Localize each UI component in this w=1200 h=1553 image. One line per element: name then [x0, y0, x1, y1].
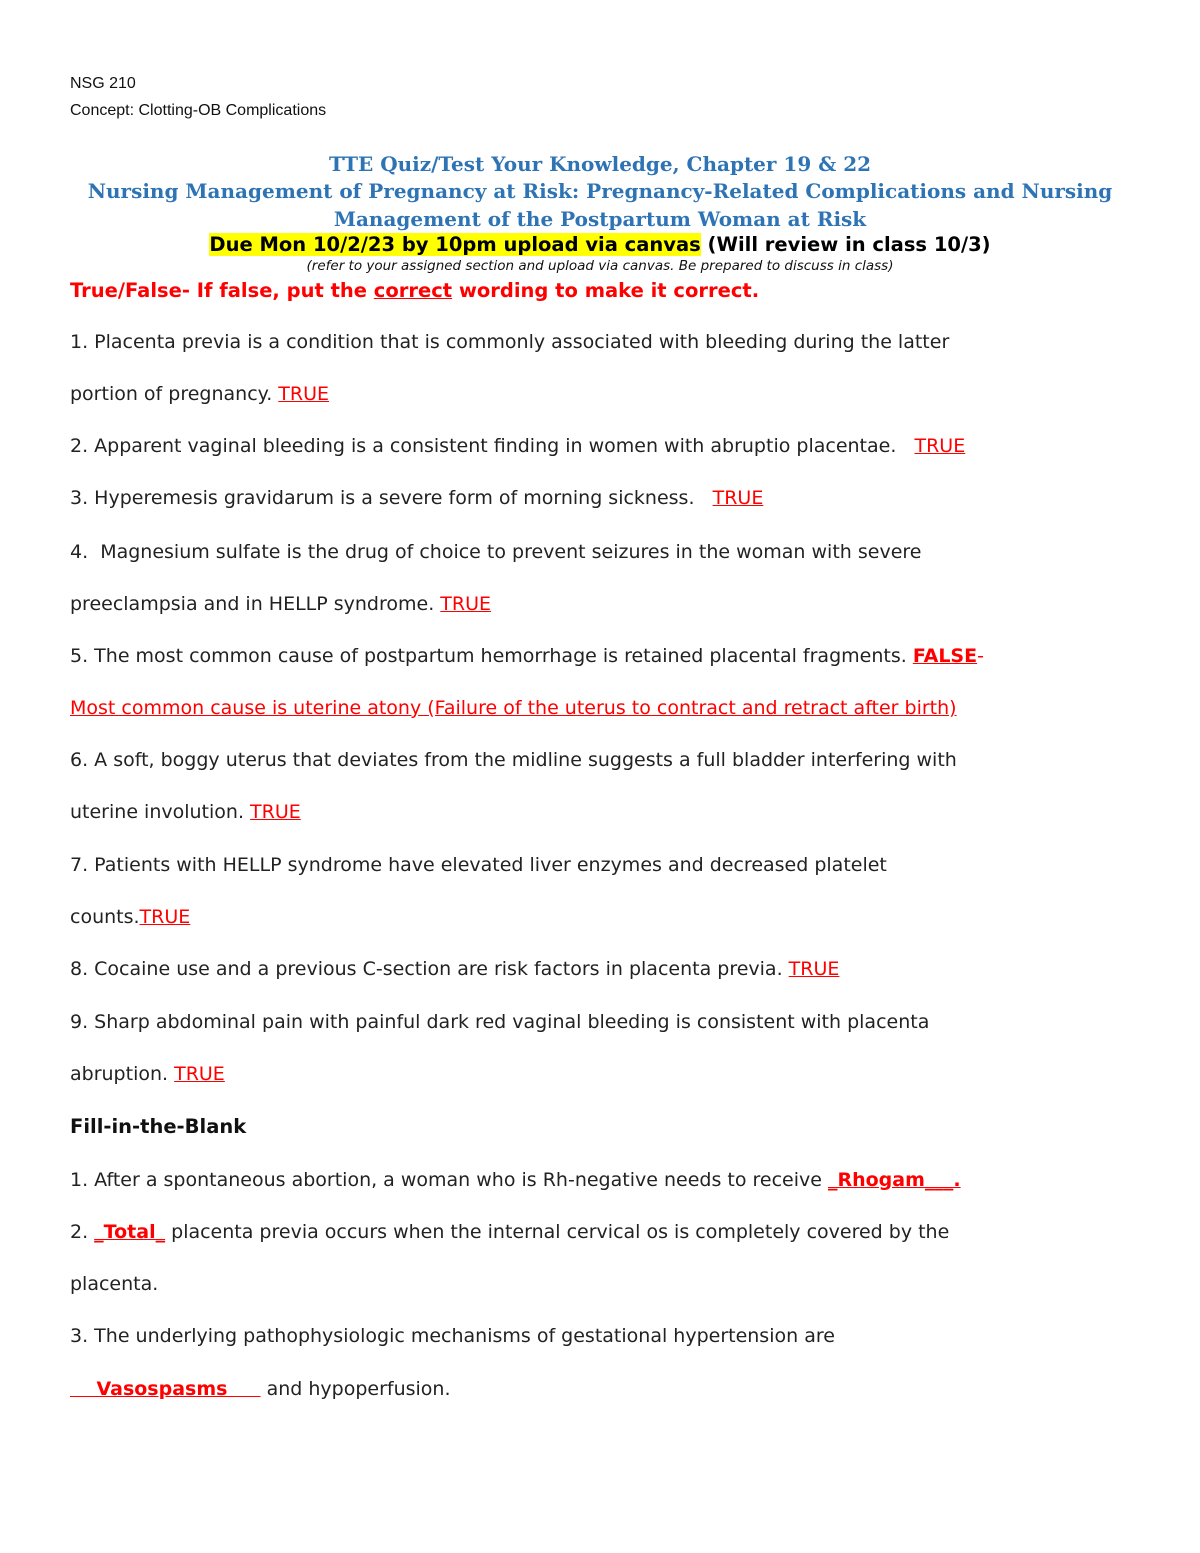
fill-item-3-line-1: 3. The underlying pathophysiologic mechanisms of gestational hypertension are [70, 1325, 835, 1347]
fill-item-2-line-2: placenta. [70, 1273, 159, 1295]
tf-item-8-answer: TRUE [788, 958, 840, 980]
fill-item-1-text: 1. After a spontaneous abortion, a woman who is Rh-negative needs to receive [70, 1169, 828, 1191]
tf-item-4-line-2 [70, 593, 491, 615]
tf-item-9-answer: TRUE [174, 1063, 225, 1085]
fill-item-3-answer: Vasospasms [70, 1378, 261, 1400]
tf-item-7-text: counts. [70, 906, 140, 928]
fill-item-3-text: and hypoperfusion. [260, 1378, 451, 1400]
tf-item-1-answer: TRUE [278, 383, 330, 405]
tf-item-3 [70, 487, 763, 509]
tf-item-5-dash: - [977, 645, 984, 667]
tf-item-5-text: 5. The most common cause of postpartum hemorrhage is retained placental fragments. [70, 645, 913, 667]
tf-item-2 [70, 435, 965, 457]
tf-item-4-answer: TRUE [440, 593, 492, 615]
concept-line: Concept: Clotting-OB Complications [70, 102, 327, 119]
due-line [0, 233, 1200, 256]
fill-item-1 [70, 1169, 961, 1191]
tf-item-5-correction: Most common cause is uterine atony (Failure of the uterus to contract and retract after birth) [70, 697, 957, 719]
tf-item-2-text: 2. Apparent vaginal bleeding is a consistent finding in women with abruptio placentae. [70, 435, 915, 457]
tf-item-9-text: abruption. [70, 1063, 175, 1085]
tf-item-6-text: uterine involution. [70, 801, 251, 823]
tf-item-6-line-1: 6. A soft, boggy uterus that deviates from the midline suggests a full bladder interfering with [70, 749, 957, 771]
fill-item-1-answer: _Rhogam___ [827, 1169, 954, 1191]
tf-item-5 [70, 645, 984, 667]
fill-item-3-line-2 [70, 1378, 451, 1400]
tf-heading-pre: True/False- If false, put the [70, 279, 374, 302]
tf-item-3-text: 3. Hyperemesis gravidarum is a severe form of morning sickness. [70, 487, 713, 509]
fill-in-blank-heading: Fill-in-the-Blank [70, 1115, 247, 1138]
title-line-1: TTE Quiz/Test Your Knowledge, Chapter 19 & 22 [328, 152, 872, 176]
tf-item-1-text: portion of pregnancy. [70, 383, 279, 405]
fill-item-2-text: placenta previa occurs when the internal cervical os is completely covered by the [165, 1221, 950, 1243]
tf-item-1-line-2 [70, 383, 329, 405]
tf-heading-underlined: correct [373, 279, 453, 302]
tf-item-3-answer: TRUE [712, 487, 764, 509]
tf-item-8-text: 8. Cocaine use and a previous C-section are risk factors in placenta previa. [70, 958, 789, 980]
tf-item-7-answer: TRUE [139, 906, 191, 928]
fill-item-2-line-1 [70, 1221, 949, 1243]
tf-item-8 [70, 958, 839, 980]
fill-item-2-number: 2. [70, 1221, 95, 1243]
true-false-heading [70, 279, 759, 302]
tf-item-6-line-2 [70, 801, 301, 823]
tf-item-1-line-1: 1. Placenta previa is a condition that is commonly associated with bleeding during the latter [70, 331, 950, 353]
tf-item-7-line-2 [70, 906, 190, 928]
title-line-3: Management of the Postpartum Woman at Risk [333, 207, 867, 231]
tf-item-9-line-1: 9. Sharp abdominal pain with painful dark red vaginal bleeding is consistent with placenta [70, 1011, 930, 1033]
fill-item-1-period: . [953, 1169, 961, 1191]
tf-item-9-line-2 [70, 1063, 225, 1085]
tf-item-2-answer: TRUE [914, 435, 966, 457]
course-code: NSG 210 [70, 75, 136, 92]
instruction-note: (refer to your assigned section and upload via canvas. Be prepared to discuss in class) [306, 258, 894, 274]
fill-item-2-answer: _Total_ [94, 1221, 166, 1243]
tf-item-6-answer: TRUE [250, 801, 301, 823]
tf-item-4-line-1: 4. Magnesium sulfate is the drug of choice to prevent seizures in the woman with severe [70, 541, 922, 563]
title-line-2: Nursing Management of Pregnancy at Risk: Pregnancy-Related Complications and Nursing [87, 179, 1113, 203]
tf-heading-post: wording to make it correct. [452, 279, 760, 302]
tf-item-7-line-1: 7. Patients with HELLP syndrome have elevated liver enzymes and decreased platelet [70, 854, 887, 876]
tf-item-4-text: preeclampsia and in HELLP syndrome. [70, 593, 441, 615]
tf-item-5-answer: FALSE [912, 645, 978, 667]
due-highlight: Due Mon 10/2/23 by 10pm upload via canvas [209, 233, 701, 256]
due-review: (Will review in class 10/3) [700, 233, 991, 256]
